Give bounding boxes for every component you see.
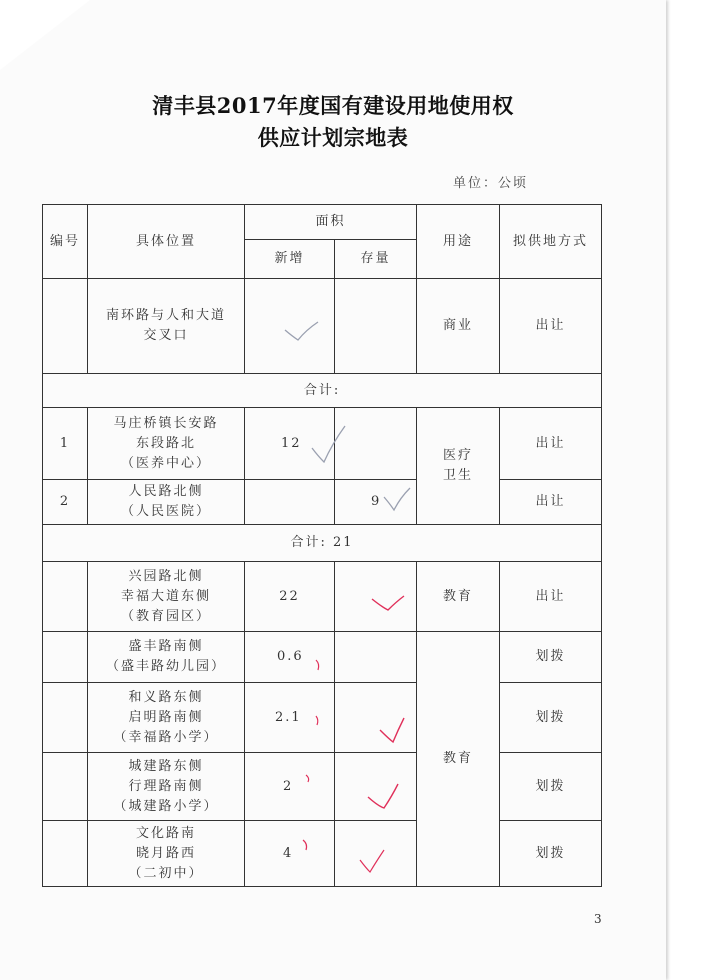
header-area: 面积 [245,205,417,240]
red-check-icon [316,660,319,670]
grey-check-icon [384,488,410,510]
cell-method: 出让 [500,480,602,525]
location-line: （教育园区） [120,608,211,624]
header-area-existing: 存量 [335,240,417,279]
red-check-icon [372,596,404,610]
header-location: 具体位置 [88,205,245,279]
location-line: （盛丰路幼儿园） [105,659,226,674]
cell-existing-area: 9 [335,480,417,525]
cell-new-area: 2 [245,753,335,821]
cell-use: 商业 [417,279,500,374]
subtotal-cell: 合计: [43,374,602,408]
use-line: 医疗 [443,448,474,463]
cell-number: 1 [43,408,88,480]
red-check-icon [368,784,398,808]
document-title-line1: 清丰县2017年度国有建设用地使用权 [152,93,514,118]
location-line: （医养中心） [120,455,211,471]
location-line: 交叉口 [143,328,189,343]
header-method: 拟供地方式 [500,205,602,279]
cell-method: 出让 [500,408,602,480]
cell-new-area: 12 [245,408,335,480]
red-check-icon [360,850,384,872]
use-line: 卫生 [443,468,474,483]
location-line: 晓月路西 [135,845,196,861]
document-title-line2: 供应计划宗地表 [257,125,409,150]
cell-number: 2 [43,480,88,525]
header-area-new: 新增 [245,240,335,279]
red-check-icon [306,775,309,782]
header-number: 编号 [43,205,88,279]
location-line: （二初中） [128,865,204,881]
cell-use: 教育 [417,562,500,632]
grey-check-icon [312,426,345,462]
location-line: 南环路与人和大道 [105,308,226,323]
red-check-icon [303,840,307,850]
location-line: 人民路北侧 [128,484,204,499]
location-line: 文化路南 [135,825,196,841]
unit-label: 单位：公顷 [453,176,529,191]
location-line: 启明路南侧 [128,709,204,725]
cell-method: 出让 [500,279,602,374]
cell-new-area: 2.1 [245,683,335,753]
cell-method: 划拨 [500,683,602,753]
cell-new-area: 0.6 [245,632,335,683]
page-number: 3 [594,912,602,926]
red-check-icon [380,718,404,742]
location-line: 东段路北 [135,435,196,451]
cell-method: 划拨 [500,632,602,683]
location-line: 兴园路北侧 [128,568,204,584]
location-line: 行理路南侧 [128,778,204,794]
location-line: 和义路东侧 [128,689,204,705]
cell-use: 教育 [417,632,500,887]
location-line: （幸福路小学） [113,729,219,745]
cell-method: 划拨 [500,821,602,887]
location-line: 城建路东侧 [128,758,204,774]
grey-check-icon [285,322,318,340]
header-use: 用途 [417,205,500,279]
red-check-icon [316,716,318,725]
location-line: 马庄桥镇长安路 [113,415,219,431]
cell-new-area: 4 [245,821,335,887]
cell-new-area: 22 [245,562,335,632]
location-line: 盛丰路南侧 [128,639,204,654]
location-line: 幸福大道东侧 [120,588,211,604]
cell-method: 出让 [500,562,602,632]
cell-method: 划拨 [500,753,602,821]
subtotal-cell: 合计: 21 [43,525,602,562]
location-line: （城建路小学） [113,798,219,814]
location-line: （人民医院） [120,504,211,519]
